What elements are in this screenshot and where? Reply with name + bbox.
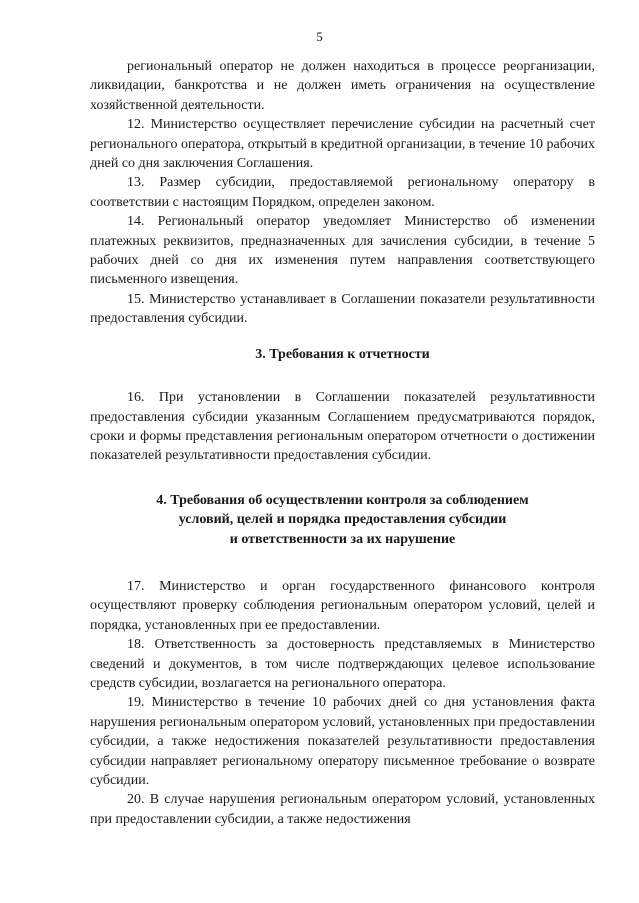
paragraph-17: 17. Министерство и орган государственного финансового контроля осуществляют проверку соблюдения региональным оператором условий, целей и порядка, установленных при ее предоставлении. bbox=[90, 578, 595, 633]
paragraph-16: 16. При установлении в Соглашении показателей результативности предоставления субсидии указанным Соглашением предусматриваются порядок, сроки и формы представления региональным оператором отчетности о достижении показателей результативности предоставления субсидии. bbox=[90, 390, 595, 464]
paragraph-18: 18. Ответственность за достоверность представляемых в Министерство сведений и документов, в том числе подтверждающих целевое использование средств субсидии, возлагается на регионального оператора. bbox=[90, 637, 595, 691]
paragraph-19: 19. Министерство в течение 10 рабочих дней со дня установления факта нарушения региональным оператором условий, установленных при предоставлении субсидии, а также недостижения показателей результативности предоставления субсидии направляет региональному оператору письменное требование о возврате субсидии. bbox=[90, 695, 595, 788]
paragraph-continuation: региональный оператор не должен находиться в процессе реорганизации, ликвидации, банкротства и не должен иметь ограничения на осуществление хозяйственной деятельности. bbox=[90, 59, 595, 113]
paragraph-14: 14. Региональный оператор уведомляет Министерство об изменении платежных реквизитов, предназначенных для зачисления субсидии, в течение 5 рабочих дней со дня их изменения путем направления соответствующего письменного извещения. bbox=[90, 214, 595, 288]
section-4-heading-line: условий, целей и порядка предоставления субсидии bbox=[178, 512, 507, 528]
paragraph-13: 13. Размер субсидии, предоставляемой региональному оператору в соответствии с настоящим Порядком, определен законом. bbox=[90, 175, 595, 210]
document-body bbox=[90, 57, 595, 829]
section-4-heading-line: и ответственности за их нарушение bbox=[229, 531, 456, 547]
section-4-heading bbox=[90, 491, 595, 549]
page-number: 5 bbox=[316, 29, 323, 44]
paragraph-15: 15. Министерство устанавливает в Соглашении показатели результативности предоставления субсидии. bbox=[90, 291, 595, 327]
paragraph-20: 20. В случае нарушения региональным оператором условий, установленных при предоставлении субсидии, а также недостижения bbox=[90, 792, 595, 827]
section-3-heading-line: 3. Требования к отчетности bbox=[255, 346, 430, 362]
section-3-heading bbox=[90, 345, 595, 364]
paragraph-12: 12. Министерство осуществляет перечисление субсидии на расчетный счет регионального оператора, открытый в кредитной организации, в течение 10 рабочих дней со дня заключения Соглашения. bbox=[90, 117, 595, 172]
section-4-heading-line: 4. Требования об осуществлении контроля за соблюдением bbox=[156, 492, 529, 508]
